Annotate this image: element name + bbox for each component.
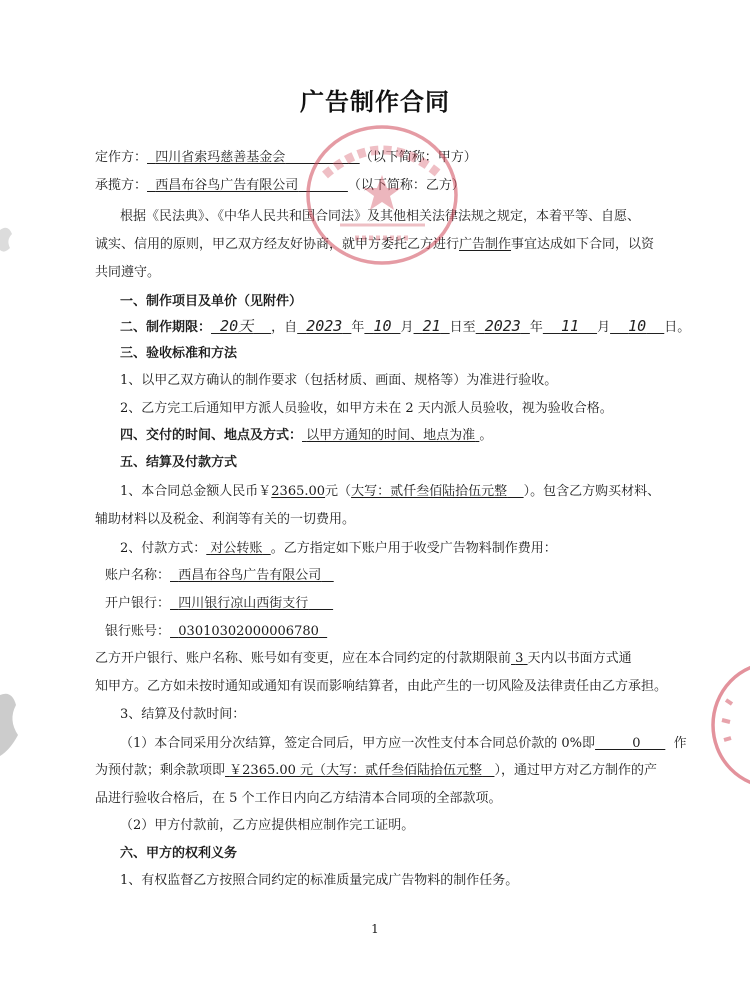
end-month: 11 <box>560 317 579 335</box>
party-a-name: 四川省索玛慈善基金会 <box>155 150 286 165</box>
party-b-name: 西昌布谷鸟广告有限公司 <box>155 178 299 193</box>
start-month: 10 <box>373 317 392 335</box>
preamble-line-2: 诚实、信用的原则，甲乙双方经友好协商，就甲方委托乙方进行广告制作事宜达成如下合同，以资 <box>95 237 655 252</box>
party-b-label: 承揽方： <box>95 178 148 193</box>
total-amount-line: 1、本合同总金额人民币￥2365.00元（大写：贰仟叁佰陆拾伍元整 ）。包含乙方购买材料、 <box>120 484 661 499</box>
installment-line-2: 为预付款；剩余款项即 ￥2365.00 元（大写：贰仟叁佰陆拾伍元整 ），通过甲方对乙方制作的产 <box>95 763 657 778</box>
remaining-amount: ￥2365.00 元（大写：贰仟叁佰陆拾伍元整 <box>229 763 483 778</box>
payment-method-line: 2、付款方式： 对公转账 。乙方指定如下账户用于收受广告物料制作费用： <box>120 541 557 556</box>
section-4-line: 四、交付的时间、地点及方式： 以甲方通知的时间、地点为准 。 <box>120 428 493 443</box>
payment-method: 对公转账 <box>210 541 263 556</box>
duration-value: 20天 <box>220 317 254 335</box>
section-1-heading: 一、制作项目及单价（见附件） <box>120 294 303 309</box>
total-amount-line-2: 辅助材料以及税金、利润等有关的一切费用。 <box>95 512 356 527</box>
party-a-label: 定作方： <box>95 150 148 165</box>
account-number-line: 银行账号： 03010302000006780 <box>105 623 695 641</box>
account-change-line-1: 乙方开户银行、账户名称、账号如有变更，应在本合同约定的付款期限前 3 天内以书面方式通 <box>95 651 632 666</box>
start-year: 2023 <box>306 317 343 335</box>
start-day: 21 <box>422 317 441 335</box>
company-seal-icon <box>300 120 465 270</box>
section-2-line: 二、制作期限： 20天 ，自 2023 年 10 月 21 日至 2023 年 11 月 10 日。 <box>120 317 691 335</box>
delivery-terms: 以甲方通知的时间、地点为准 <box>306 428 476 443</box>
account-change-line-2: 知甲方。乙方如未按时通知或通知有误而影响结算者，由此产生的一切风险及法律责任由乙方承担。 <box>95 679 668 694</box>
installment-line-4: （2）甲方付款前，乙方应提供相应制作完工证明。 <box>120 818 415 833</box>
installment-line-3: 品进行验收合格后，在 5 个工作日内向乙方结清本合同项的全部款项。 <box>95 791 502 806</box>
section-3-para-2: 2、乙方完工后通知甲方派人员验收，如甲方未在 2 天内派人员验收，视为验收合格。 <box>120 401 613 416</box>
party-b-alias: （以下简称：乙方） <box>347 178 465 193</box>
notice-days: 3 <box>515 651 524 666</box>
document-title: 广告制作合同 <box>300 88 450 116</box>
account-name: 西昌布谷鸟广告有限公司 <box>178 568 322 583</box>
bank-line: 开户银行： 四川银行凉山西街支行 <box>105 595 695 613</box>
bank-name: 四川银行凉山西街支行 <box>178 596 309 611</box>
total-amount: 2365.00 <box>271 484 326 499</box>
account-name-line: 账户名称： 西昌布谷鸟广告有限公司 <box>105 567 695 585</box>
party-a-alias: （以下简称：甲方） <box>359 150 477 165</box>
total-amount-caps: 大写：贰仟叁佰陆拾伍元整 <box>351 484 508 499</box>
scan-smudge-icon-2 <box>0 690 22 760</box>
page-number: 1 <box>371 922 379 936</box>
installment-line-1: （1）本合同采用分次结算，签定合同后，甲方应一次性支付本合同总价款的 0%即 0 作 <box>120 736 687 751</box>
preamble-subject: 广告制作 <box>459 237 512 252</box>
section-6-para-1: 1、有权监督乙方按照合同约定的标准质量完成广告物料的制作任务。 <box>120 873 519 888</box>
prepayment-amount: 0 <box>632 736 641 751</box>
end-day: 10 <box>628 317 647 335</box>
settlement-heading: 3、结算及付款时间： <box>120 707 246 722</box>
preamble-line-1: 根据《民法典》、《中华人民共和国合同法》及其他相关法律法规之规定，本着平等、自愿、 <box>120 209 641 224</box>
section-3-heading: 三、验收标准和方法 <box>120 346 238 361</box>
end-year: 2023 <box>484 317 521 335</box>
section-2-heading: 二、制作期限： <box>120 320 212 335</box>
account-number: 03010302000006780 <box>178 624 319 639</box>
scan-smudge-icon <box>0 220 18 260</box>
section-6-heading: 六、甲方的权利义务 <box>120 846 238 861</box>
partial-seal-icon <box>708 660 750 790</box>
preamble-line-3: 共同遵守。 <box>95 265 161 280</box>
section-5-heading: 五、结算及付款方式 <box>120 455 238 470</box>
section-3-para-1: 1、以甲乙双方确认的制作要求（包括材质、画面、规格等）为准进行验收。 <box>120 373 558 388</box>
section-4-heading: 四、交付的时间、地点及方式： <box>120 428 303 443</box>
